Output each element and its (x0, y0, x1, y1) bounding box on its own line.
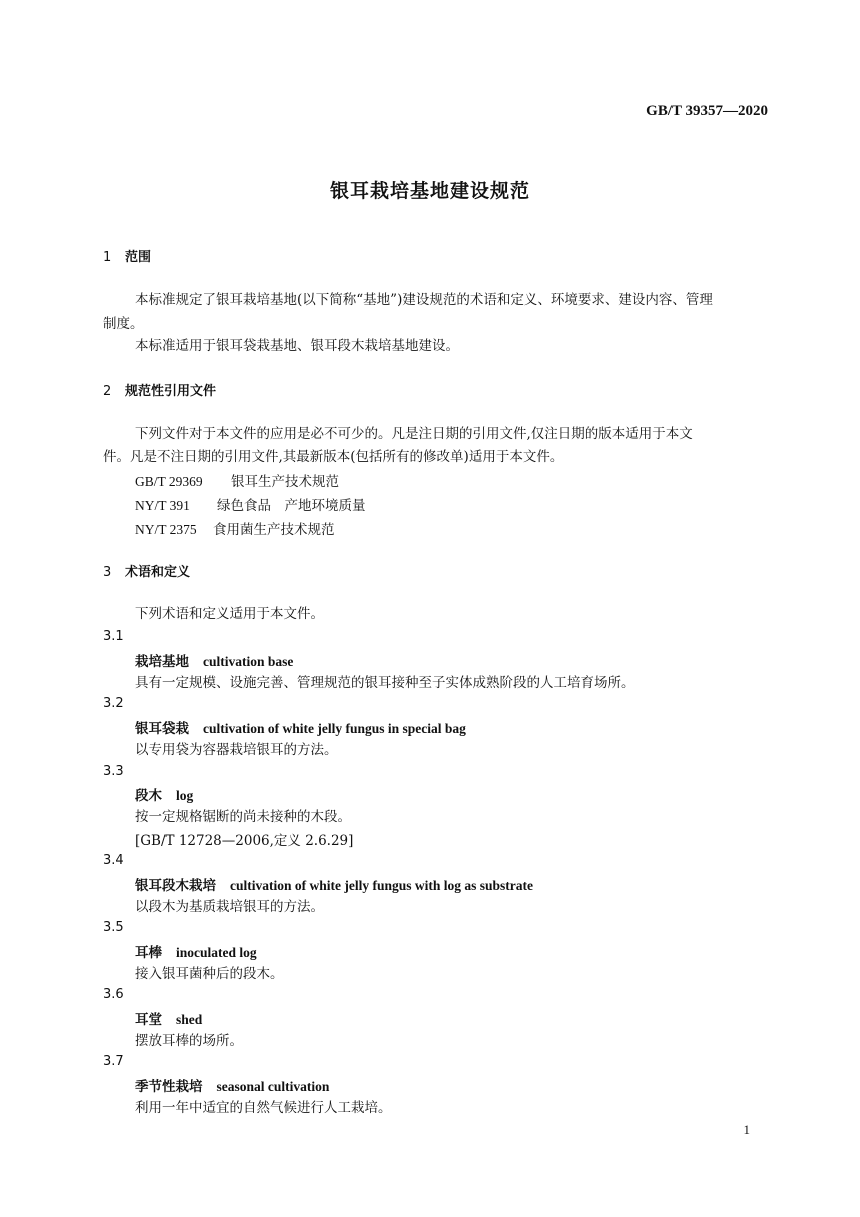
clause-number: 3.7 (103, 1054, 124, 1069)
paragraph-continuation: 件。凡是不注日期的引用文件,其最新版本(包括所有的修改单)适用于本文件。 (103, 449, 564, 465)
reference-code: GB/T 29369 (135, 474, 203, 489)
clause-number: 3.3 (103, 764, 124, 779)
term-entry (135, 874, 533, 894)
clause-number: 3.2 (103, 696, 124, 711)
term-chinese: 耳堂 (135, 1012, 162, 1028)
term-chinese: 季节性栽培 (135, 1079, 203, 1095)
term-english: shed (176, 1012, 203, 1027)
term-english: cultivation of white jelly fungus in special bag (203, 721, 466, 736)
clause-number: 3.6 (103, 987, 124, 1002)
reference-code: NY/T 391 (135, 498, 190, 513)
term-entry (135, 1008, 202, 1028)
reference-title: 食用菌生产技术规范 (213, 522, 335, 538)
section-title: 术语和定义 (125, 565, 191, 580)
term-entry (135, 784, 193, 804)
term-english: seasonal cultivation (216, 1079, 330, 1094)
term-definition: 摆放耳棒的场所。 (135, 1033, 243, 1049)
page-number: 1 (743, 1122, 750, 1137)
term-chinese: 银耳段木栽培 (135, 878, 216, 894)
section-number: 3 (103, 565, 112, 580)
section-title: 范围 (125, 250, 152, 265)
term-entry (135, 717, 466, 737)
paragraph: 本标准适用于银耳袋栽基地、银耳段木栽培基地建设。 (135, 338, 459, 354)
section-title: 规范性引用文件 (125, 384, 217, 399)
paragraph-continuation: 制度。 (103, 316, 144, 332)
term-definition: 以段木为基质栽培银耳的方法。 (135, 899, 324, 915)
reference-title: 绿色食品 产地环境质量 (217, 498, 366, 514)
term-english: cultivation of white jelly fungus with log as substrate (230, 878, 534, 893)
term-entry (135, 941, 257, 961)
term-definition: 接入银耳菌种后的段木。 (135, 966, 284, 982)
term-definition: 按一定规格锯断的尚未接种的木段。 (135, 809, 351, 825)
clause-number: 3.5 (103, 920, 124, 935)
term-chinese: 栽培基地 (135, 654, 189, 670)
section-3-heading (103, 561, 190, 580)
term-definition: 具有一定规模、设施完善、管理规范的银耳接种至子实体成熟阶段的人工培育场所。 (135, 675, 635, 691)
term-definition: 以专用袋为容器栽培银耳的方法。 (135, 742, 338, 758)
normative-reference (135, 494, 366, 514)
paragraph: 下列文件对于本文件的应用是必不可少的。凡是注日期的引用文件,仅注日期的版本适用于本文 (135, 426, 693, 442)
term-english: cultivation base (203, 654, 294, 669)
clause-number: 3.1 (103, 629, 124, 644)
term-chinese: 段木 (135, 788, 162, 804)
term-entry (135, 1075, 329, 1095)
reference-title: 银耳生产技术规范 (231, 474, 339, 490)
term-entry (135, 650, 293, 670)
term-definition: 利用一年中适宜的自然气候进行人工栽培。 (135, 1100, 392, 1116)
section-number: 1 (103, 250, 112, 265)
term-chinese: 耳棒 (135, 945, 162, 961)
paragraph: 本标准规定了银耳栽培基地(以下简称“基地”)建设规范的术语和定义、环境要求、建设内容、管理 (135, 292, 713, 308)
reference-code: NY/T 2375 (135, 522, 197, 537)
section-2-heading (103, 380, 216, 399)
document-title: 银耳栽培基地建设规范 (329, 180, 530, 202)
clause-number: 3.4 (103, 853, 124, 868)
normative-reference (135, 518, 335, 538)
paragraph: 下列术语和定义适用于本文件。 (135, 606, 324, 622)
normative-reference (135, 470, 339, 490)
section-1-heading (103, 246, 151, 265)
term-english: inoculated log (176, 945, 257, 960)
term-english: log (176, 788, 194, 803)
term-source: [GB/T 12728—2006,定义 2.6.29] (135, 833, 354, 849)
section-number: 2 (103, 384, 112, 399)
term-chinese: 银耳袋栽 (135, 721, 189, 737)
standard-number: GB/T 39357—2020 (646, 103, 768, 119)
